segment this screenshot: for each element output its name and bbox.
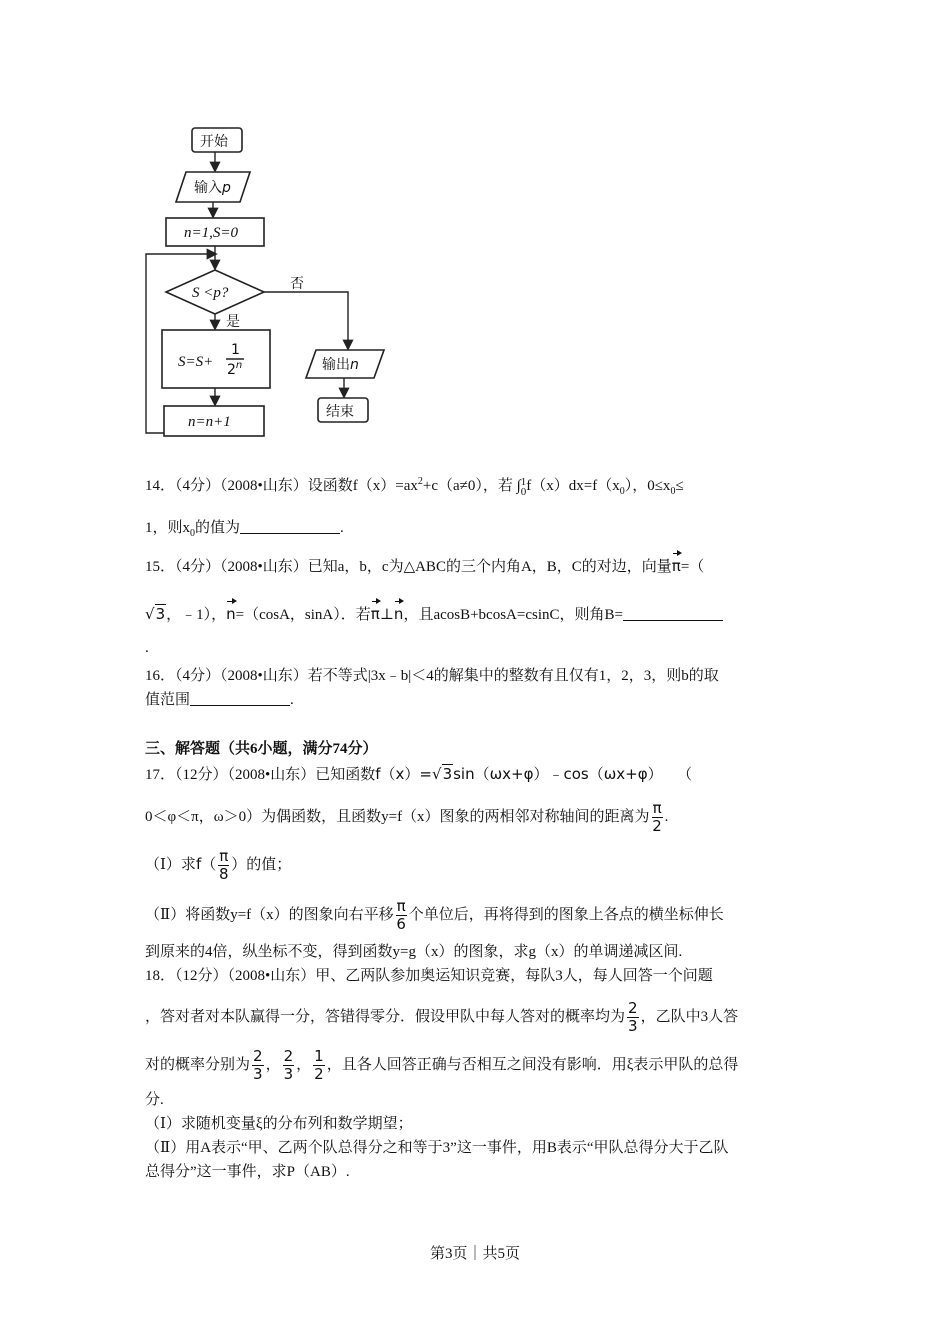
q17-part1: （Ⅰ）求f（ $\frac{\pi}{8}$ ）的值；	[145, 847, 292, 883]
q16-line2: 值范围 .	[145, 692, 294, 708]
section-heading: 三、解答题（共6小题，满分74分）	[145, 741, 378, 757]
input-label: 输入p	[194, 180, 231, 196]
no-label: 否	[290, 276, 304, 292]
q16-line1: 16．（4分）（2008•山东）若不等式|3x﹣b|＜4的解集中的整数有且仅有1，2，3，则b的取	[145, 668, 719, 684]
q17-line1: 17．（12分）（2008•山东）已知函数f（x）=√3sin（ωx+φ）﹣cos（ωx+φ） （	[145, 765, 693, 783]
q14-line2: 1，则$x_0$的值为 .	[145, 520, 344, 539]
q17-line2: 0＜φ＜π，ω＞0）为偶函数，且函数y=f（x）图象的两相邻对称轴间的距离为 $\frac{\pi}{2}$ .	[145, 799, 669, 835]
q15-line2: √3，﹣1），n=（cosA，sinA）．若π⊥n，且acosB+bcosA=csinC，则角B=	[145, 604, 810, 625]
increment-label: n=n+1	[188, 414, 231, 430]
update-num: 1	[231, 342, 240, 358]
update-lhs: S=S+	[178, 354, 214, 370]
q18-part1: （Ⅰ）求随机变量ξ的分布列和数学期望；	[145, 1116, 413, 1132]
page-footer: 第3页｜共5页	[429, 1246, 520, 1262]
q18-line2: ，答对者对本队赢得一分，答错得零分．假设甲队中每人答对的概率均为 $\frac{2}{3}$ ，乙队中3人答	[145, 999, 739, 1035]
q17-part2-line1: （Ⅱ）将函数y=f（x）的图象向右平移 $\frac{\pi}{6}$ 个单位后，再将得到的图象上各点的横坐标伸长	[145, 897, 724, 933]
output-label: 输出n	[322, 357, 359, 373]
end-label: 结束	[326, 404, 354, 420]
q14-line1: 14．（4分）（2008•山东）设函数$f(x)=ax^2+c(a\ne 0)$，若 ∫ 1 0 $f(x)dx=f(x_0)$，$0\le x_0\le$	[145, 475, 684, 498]
decision-label: S <p?	[192, 285, 229, 301]
q15-line1: 15．（4分）（2008•山东）已知a，b，c为△ABC的三个内角A，B，C的对边，向量π=（	[145, 557, 705, 575]
q14-answer-blank[interactable]	[240, 519, 340, 534]
q18-line1: 18．（12分）（2008•山东）甲、乙两队参加奥运知识竞赛，每队3人，每人回答一个问题	[145, 968, 713, 984]
q15-line3: .	[145, 640, 149, 656]
q16-answer-blank[interactable]	[190, 691, 290, 706]
flowchart	[140, 120, 400, 465]
yes-label: 是	[226, 314, 240, 330]
q17-part2-line2: 到原来的4倍，纵坐标不变，得到函数y=g（x）的图象，求g（x）的单调递减区间.	[145, 944, 683, 960]
q15-answer-blank[interactable]	[623, 606, 723, 621]
q18-part2-line1: （Ⅱ）用A表示“甲、乙两个队总得分之和等于3”这一事件，用B表示“甲队总得分大于乙队	[145, 1140, 729, 1156]
start-label: 开始	[200, 134, 228, 150]
q18-line3: 对的概率分别为 $\frac{2}{3}$ ， $\frac{2}{3}$ ， $\frac{1}{2}$ ，且各人回答正确与否相互之间没有影响．用ξ表示甲队的总得	[145, 1047, 739, 1083]
q18-line4: 分.	[145, 1092, 164, 1108]
init-label: n=1,S=0	[184, 225, 238, 241]
update-den: 2$^n$	[227, 360, 243, 378]
q18-part2-line2: 总得分”这一事件，求P（AB）.	[145, 1164, 350, 1180]
